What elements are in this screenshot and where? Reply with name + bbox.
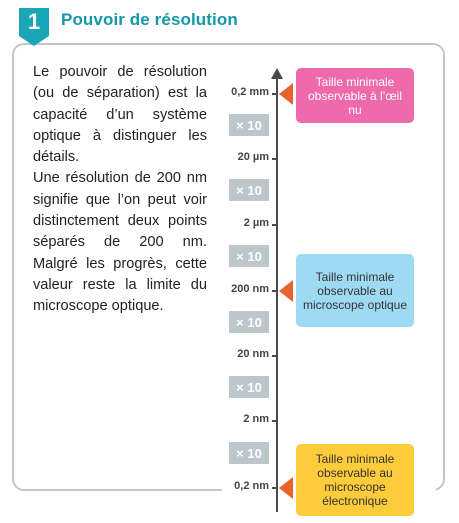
pointer-optical-icon xyxy=(279,280,293,302)
tick-0-2mm xyxy=(272,93,278,95)
factor-label: × 10 xyxy=(229,114,269,136)
tick-0-2nm xyxy=(272,487,278,489)
section-number-badge: 1 xyxy=(19,8,49,36)
badge-tail xyxy=(19,36,49,46)
factor-label: × 10 xyxy=(229,442,269,464)
electron-limit-box xyxy=(296,444,414,516)
tick-label: 0,2 mm xyxy=(231,86,269,98)
tick-label: 20 nm xyxy=(237,348,269,360)
pointer-electron-icon xyxy=(279,477,293,499)
tick-label: 0,2 nm xyxy=(234,480,269,492)
factor-label: × 10 xyxy=(229,179,269,201)
optical-limit-label: Taille minimale observable au microscope optique xyxy=(302,269,408,312)
pointer-eye-icon xyxy=(279,83,293,105)
tick-2nm xyxy=(272,420,278,422)
eye-limit-label: Taille minimale observable à l’œil nu xyxy=(307,74,403,117)
tick-20um xyxy=(272,158,278,160)
tick-2um xyxy=(272,224,278,226)
tick-label: 20 µm xyxy=(237,151,269,163)
tick-label: 2 nm xyxy=(243,413,269,425)
electron-limit-label: Taille minimale observable au microscope électronique xyxy=(315,452,395,508)
factor-label: × 10 xyxy=(229,245,269,267)
explanation-text xyxy=(33,62,207,318)
paragraph-definition: Le pouvoir de résolution (ou de séparation) est la capacité d’un système optique à distinguer les détails. xyxy=(33,64,207,166)
factor-label: × 10 xyxy=(229,376,269,398)
tick-label: 2 µm xyxy=(243,217,269,229)
size-scale-axis xyxy=(276,75,278,512)
tick-20nm xyxy=(272,355,278,357)
paragraph-example: Une résolution de 200 nm signifie que l’on peut voir distinctement deux points séparés de 200 nm. Malgré les progrès, cette valeur reste la limite du microscope optique. xyxy=(33,170,207,315)
section-title: Pouvoir de résolution xyxy=(61,10,238,29)
tick-label: 200 nm xyxy=(231,283,269,295)
optical-limit-box xyxy=(296,254,414,327)
factor-label: × 10 xyxy=(229,311,269,333)
tick-200nm xyxy=(272,290,278,292)
eye-limit-box xyxy=(296,68,414,123)
